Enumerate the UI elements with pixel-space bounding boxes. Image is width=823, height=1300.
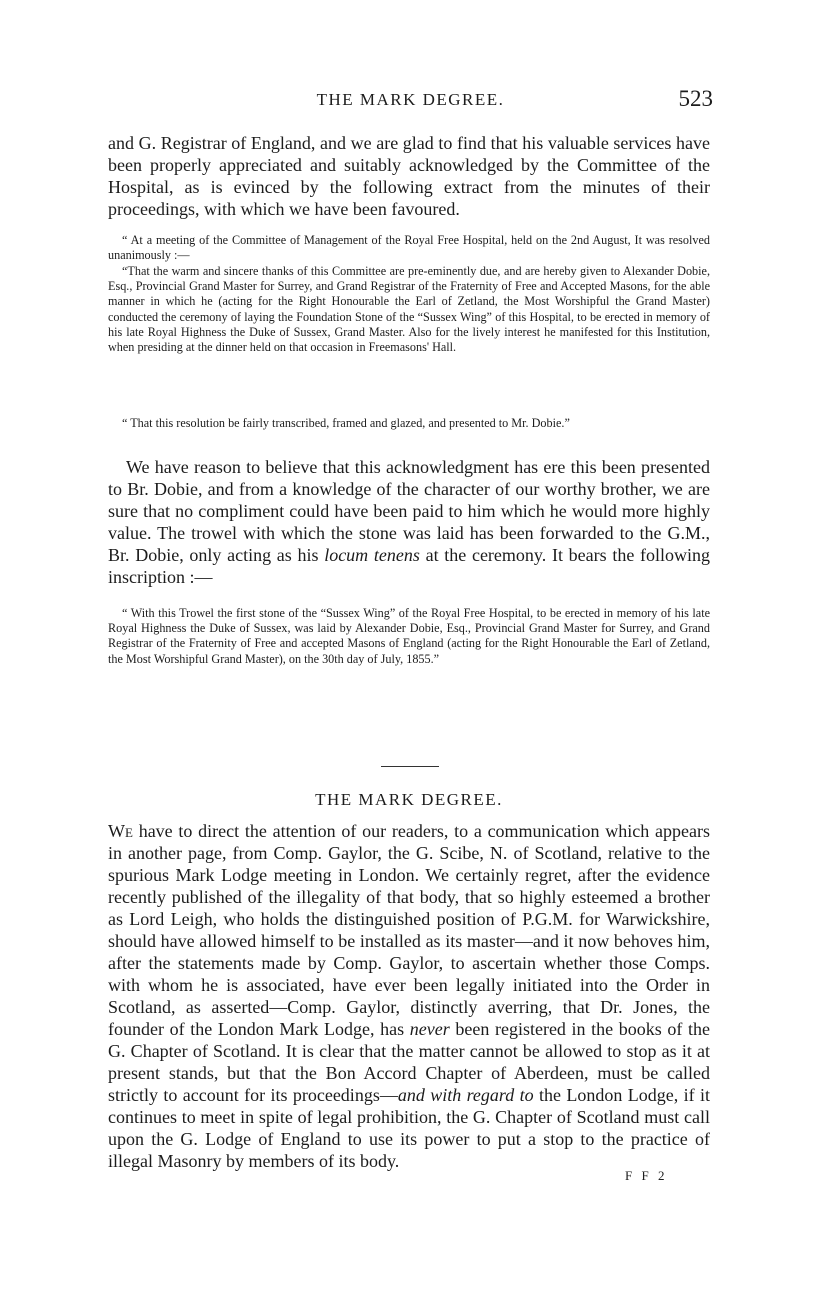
- section-title: THE MARK DEGREE.: [315, 790, 503, 809]
- mark-degree-paragraph: [108, 820, 710, 1172]
- running-title: THE MARK DEGREE.: [316, 90, 505, 109]
- paragraph-text-3: the London Lodge, if it continues to meet in spite of legal prohibition, the G. Chapter of Scotland must call upon the G. Lodge of England to use its power to put a stop to the practice of illegal Masonry by members of its body.: [108, 1085, 711, 1171]
- signature-mark: F F 2: [625, 1168, 668, 1183]
- trowel-inscription: “ With this Trowel the first stone of the “Sussex Wing” of the Royal Free Hospital, to be erected in memory of his late Royal Highness the Duke of Sussex, was laid by Alexander Dobie, Esq., Provincial Grand Master for Surrey, and Grand Registrar of the Fraternity of Free and accepted Masons of England (acting for the Right Honourable the Earl of Zetland, the Most Worshipful Grand Master), on the 30th day of July, 1855.”: [108, 606, 710, 666]
- minutes-intro: “ At a meeting of the Committee of Management of the Royal Free Hospital, held on the 2nd August, It was resolved unanimously :—: [108, 233, 710, 263]
- opening-paragraph: and G. Registrar of England, and we are glad to find that his valuable services have been properly appreciated and suitably acknowledged by the Committee of the Hospital, as is evinced by the following extract from the minutes of their proceedings, with which we have been favoured.: [108, 133, 710, 219]
- drop-word: We: [108, 821, 133, 841]
- minutes-resolution-presented: “ That this resolution be fairly transcribed, framed and glazed, and presented to Mr. Dobie.”: [122, 416, 570, 430]
- acknowledgment-text-end: at the ceremony. It bears the following inscription :—: [108, 545, 711, 587]
- acknowledgment-text: We have reason to believe that this acknowledgment has ere this been presented to Br. Dobie, and from a knowledge of the character of our worthy brother, we are sure that no compliment could have been paid to him which he would more highly value. The trowel with which the stone was laid has been forwarded to the G.M., Br. Dobie, only acting as his: [108, 457, 710, 565]
- running-head: [108, 86, 713, 116]
- paragraph-italic: never: [409, 1019, 450, 1039]
- paragraph-italic-2: and with regard to: [397, 1085, 534, 1105]
- paragraph-text: have to direct the attention of our readers, to a communication which appears in another page, from Comp. Gaylor, the G. Scibe, N. of Scotland, relative to the spurious Mark Lodge meeting in London. We certainly regret, after the evidence recently published of the illegality of that body, that so highly esteemed a brother as Lord Leigh, who holds the distinguished position of P.G.M. for Warwickshire, should have allowed himself to be installed as its master—and it now behoves him, after the statements made by Comp. Gaylor, to ascertain whether those Comps. with whom he is associated, have ever been legally initiated into the Order in Scotland, as asserted—Comp. Gaylor, distinctly averring, that Dr. Jones, the founder of the London Mark Lodge, has: [108, 821, 710, 1039]
- section-divider: [381, 766, 439, 767]
- paragraph-text-2: been registered in the books of the G. Chapter of Scotland. It is clear that the matter cannot be allowed to stop as it at present stands, but that the Bon Accord Chapter of Aberdeen, must be called strictly to account for its proceedings—: [108, 1019, 710, 1105]
- acknowledgment-italic: locum tenens: [324, 545, 420, 565]
- page-number: 523: [678, 86, 713, 111]
- minutes-resolution: “That the warm and sincere thanks of this Committee are pre-eminently due, and are hereby given to Alexander Dobie, Esq., Provincial Grand Master for Surrey, and Grand Registrar of the Fraternity of Free and Accepted Masons, for the able manner in which he (acting for the Right Honourable the Earl of Zetland, the Most Worshipful the Grand Master) conducted the ceremony of laying the Foundation Stone of the “Sussex Wing” of this Hospital, to be erected in memory of his late Royal Highness the Duke of Sussex, Grand Master. Also for the lively interest he manifested for this Institution, when presiding at the dinner held on that occasion in Freemasons' Hall.: [108, 264, 710, 355]
- acknowledgment-paragraph: [108, 456, 710, 588]
